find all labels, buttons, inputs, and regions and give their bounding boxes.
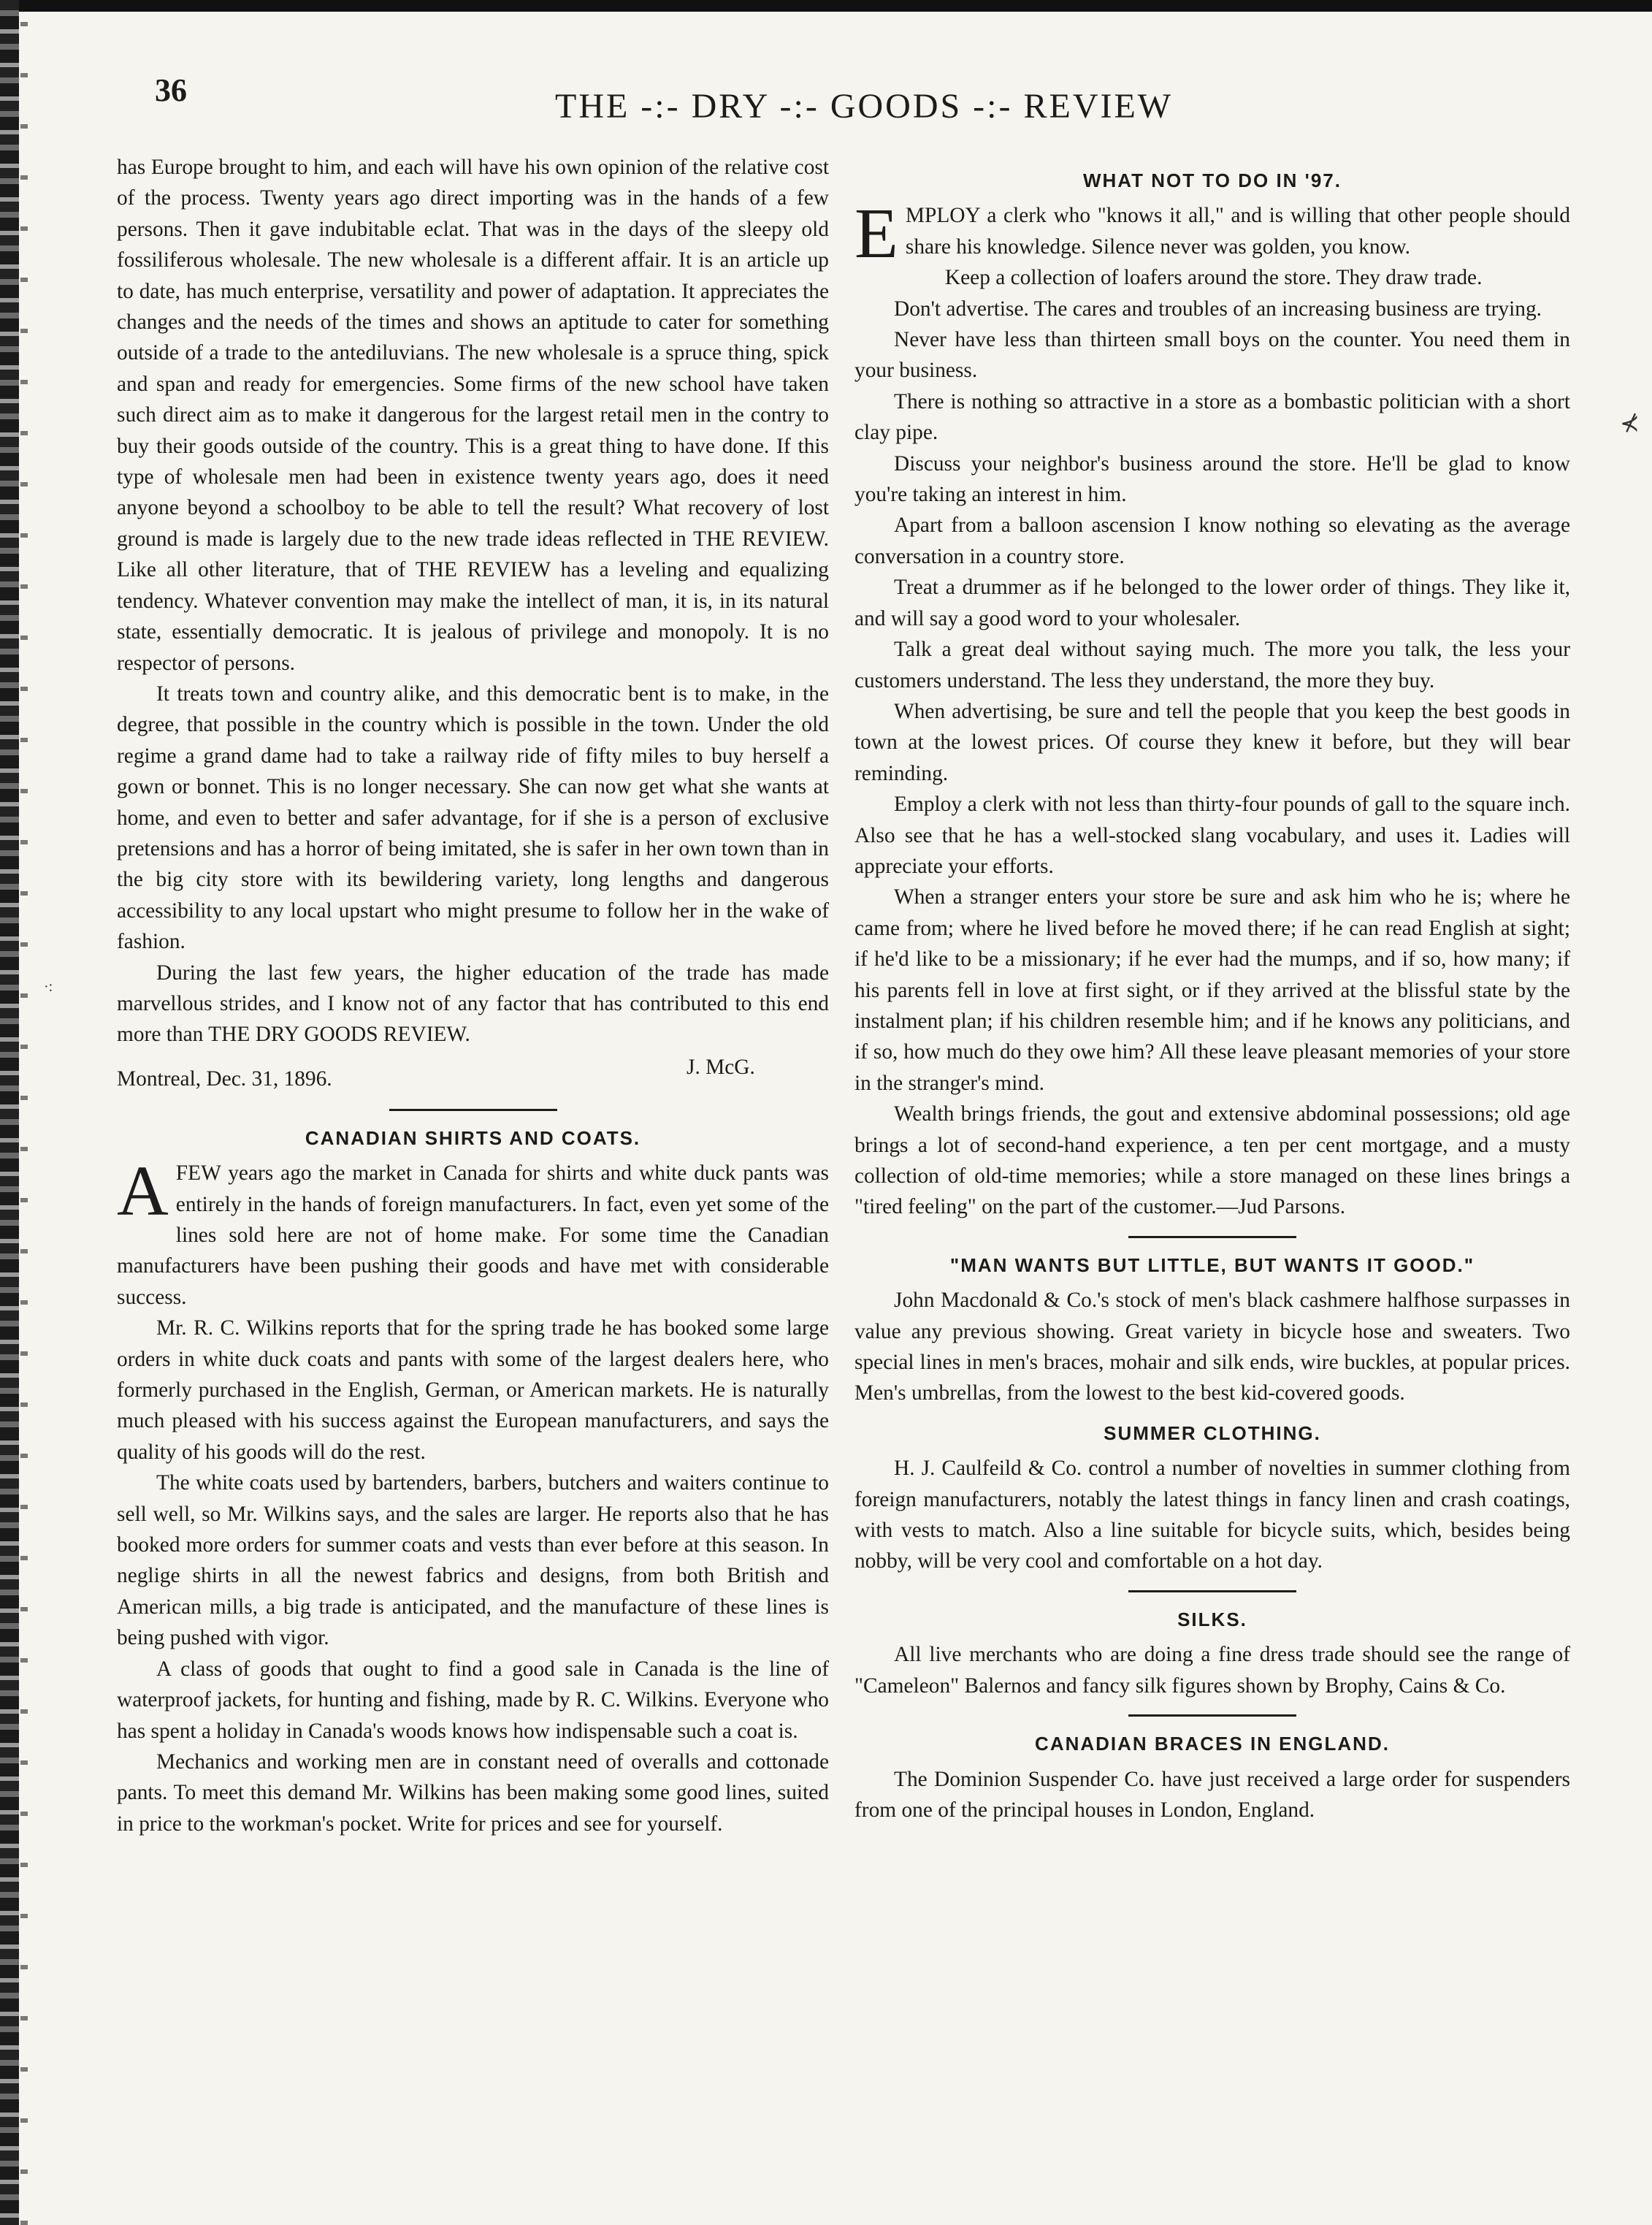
right-column: [854, 165, 1570, 1825]
what-not-paragraph: Talk a great deal without saying much. The more you talk, the less your customers understand. The less they understand, the more they buy.: [854, 638, 1570, 692]
what-not-paragraph: Don't advertise. The cares and troubles of an increasing business are trying.: [894, 297, 1542, 321]
what-not-paragraph: Employ a clerk with not less than thirty-four pounds of gall to the square inch. Also see that he has a well-stocked slang vocabulary, and uses it. Ladies will appreciate your efforts.: [854, 793, 1570, 878]
page-number: 36: [155, 72, 187, 108]
signoff-place: Montreal, Dec. 31, 1896.: [117, 1066, 332, 1091]
what-not-paragraph: When advertising, be sure and tell the people that you keep the best goods in town at the lowest prices. Of course they knew it before, but they will bear reminding.: [854, 699, 1570, 785]
margin-speck: ·:: [44, 979, 53, 995]
section-rule: [389, 1109, 557, 1111]
what-not-paragraph: When a stranger enters your store be sure and ask him who he is; where he came from; where he lived before he moved there; if he can read English at sight; if he'd like to be a missionary; if he ever had the mumps, and if so, how many; if his parents fell in love at first sight, or if they arrived at the blissful state by the instalment plan; if his children resemble him; and if he knows any politicians, and if so, how much do they owe him? All these leave pleasant memories of your store in the stranger's mind.: [854, 885, 1570, 1095]
summer-clothing-paragraph: H. J. Caulfeild & Co. control a number of novelties in summer clothing from foreign manufacturers, notably the latest things in fancy linen and crash coatings, with vests to match. Also a line suitable for bicycle suits, which, besides being nobby, will be very cool and comfortable on a hot day.: [854, 1457, 1570, 1573]
shirts-lead-paragraph: AFEW years ago the market in Canada for shirts and white duck pants was entirely in the hands of foreign manufacturers. In fact, even yet some of the lines sold here are not of home make. For some time the Canadian manufacturers have been pushing their goods and have met with considerable success.: [117, 1152, 829, 1309]
what-not-paragraph: Keep a collection of loafers around the store. They draw trade.: [944, 266, 1483, 290]
signoff: [117, 1055, 829, 1096]
braces-paragraph: The Dominion Suspender Co. have just received a large order for suspenders from one of the principal houses in London, England.: [854, 1767, 1570, 1822]
section-rule: [1128, 1236, 1296, 1238]
silks-heading: SILKS.: [1177, 1608, 1247, 1630]
man-wants-heading: "MAN WANTS BUT LITTLE, BUT WANTS IT GOOD.": [949, 1253, 1475, 1276]
what-not-paragraph: Never have less than thirteen small boys on the counter. You need them in your business.: [854, 328, 1570, 383]
left-column: [117, 152, 829, 1839]
what-not-paragraph: Discuss your neighbor's business around the store. He'll be glad to know you're taking an interest in him.: [854, 451, 1570, 507]
running-head: THE -:- DRY -:- GOODS -:- REVIEW: [555, 87, 1174, 126]
what-not-paragraph: Wealth brings friends, the gout and extensive abdominal possessions; old age brings a lot of second-hand experience, a ten per cent mortgage, and a musty collection of old-time memories; while a store managed on these lines brings a "tired feeling" on the part of the customer.—Jud Parsons.: [854, 1102, 1570, 1219]
drop-cap: E: [854, 194, 898, 274]
shirts-paragraph: A class of goods that ought to find a good sale in Canada is the line of waterproof jackets, for hunting and fishing, made by R. C. Wilkins. Everyone who has spent a holiday in Canada's woods knows how indispensable such a coat is.: [117, 1657, 829, 1743]
drop-cap: A: [117, 1152, 169, 1232]
what-not-paragraph: There is nothing so attractive in a store as a bombastic politician with a short clay pipe.: [854, 389, 1570, 445]
margin-pencil-mark: ⊀: [1620, 410, 1640, 436]
man-wants-paragraph: John Macdonald & Co.'s stock of men's black cashmere halfhose surpasses in value any previous showing. Great variety in bicycle hose and sweaters. Two special lines in men's braces, mohair and silk ends, wire buckles, at popular prices. Men's umbrellas, from the lowest to the best kid-covered goods.: [854, 1289, 1570, 1405]
what-not-paragraph: Apart from a balloon ascension I know nothing so elevating as the average conversation in a country store.: [854, 514, 1570, 568]
scan-binding-shadow: [20, 0, 28, 2225]
article-paragraph: It treats town and country alike, and this democratic bent is to make, in the degree, that possible in the country which is possible in the town. Under the old regime a grand dame had to take a railway ride of fifty miles to buy herself a gown or bonnet. This is no longer necessary. She can now get what she wants at home, and even to better and safer advantage, for if she is a person of exclusive pretensions and has a horror of being imitated, she is safer in her own town than in the big city store with its bewildering variety, long lengths and dangerous accessibility to any local upstart who might presume to follow her in the wake of fashion.: [117, 682, 829, 954]
what-not-lead-paragraph: EMPLOY a clerk who "knows it all," and is willing that other people should share his knowledge. Silence never was golden, you know.: [854, 194, 1570, 274]
what-not-paragraph: Treat a drummer as if he belonged to the lower order of things. They like it, and will say a good word to your wholesaler.: [854, 576, 1570, 630]
scan-binding-edge: [0, 0, 19, 2225]
silks-paragraph: All live merchants who are doing a fine dress trade should see the range of "Cameleon" Balernos and fancy silk figures shown by Brophy, Cains & Co.: [854, 1643, 1570, 1698]
signoff-author: J. McG.: [687, 1055, 755, 1079]
article-paragraph: During the last few years, the higher education of the trade has made marvellous strides, and I know not of any factor that has contributed to this end more than THE DRY GOODS REVIEW.: [117, 961, 829, 1047]
section-rule: [1128, 1714, 1296, 1717]
braces-heading: CANADIAN BRACES IN ENGLAND.: [1035, 1733, 1390, 1755]
section-rule: [1128, 1590, 1296, 1592]
scan-top-edge: [0, 0, 1652, 12]
what-not-heading: WHAT NOT TO DO IN '97.: [1082, 169, 1342, 191]
summer-clothing-heading: SUMMER CLOTHING.: [1104, 1421, 1321, 1444]
article-paragraph: has Europe brought to him, and each will have his own opinion of the relative cost of the process. Twenty years ago direct importing was in the hands of a few persons. Then it gave indubitable eclat. That was in the days of the sleepy old fossiliferous wholesale. The new wholesale is a different affair. It is an article up to date, has much enterprise, versatility and power of adaptation. It appreciates the changes and the needs of the times and shows an aptitude to cater for something outside of a trade to the antediluvians. The new wholesale is a spruce thing, spick and span and ready for emergencies. Some firms of the new school have taken such direct aim as to make it dangerous for the largest retail men in the contry to buy their goods outside of the country. This is a great thing to have done. If this type of wholesale men had been in existence twenty years ago, does it need anyone beyond a schoolboy to be able to tell the result? What recovery of lost ground is made is largely due to the new trade ideas reflected in THE REVIEW. Like all other literature, that of THE REVIEW has a leveling and equalizing tendency. Whatever convention may make the intellect of man, it is, in its natural state, essentially democratic. It is jealous of privilege and monopoly. It is no respector of persons.: [117, 156, 829, 675]
shirts-paragraph: Mr. R. C. Wilkins reports that for the spring trade he has booked some large orders in white duck coats and pants with some of the largest dealers here, who formerly purchased in the English, German, or American markets. He is naturally much pleased with his success against the European manufacturers, and says the quality of his goods will do the rest.: [117, 1316, 829, 1464]
shirts-paragraph: The white coats used by bartenders, barbers, butchers and waiters continue to sell well, so Mr. Wilkins says, and the sales are larger. He reports also that he has booked more orders for summer coats and vests than ever before at this season. In neglige shirts in all the newest fabrics and designs, from both British and American mills, a big trade is anticipated, and the manufacture of these lines is being pushed with vigor.: [117, 1471, 829, 1650]
shirts-paragraph: Mechanics and working men are in constant need of overalls and cottonade pants. To meet this demand Mr. Wilkins has been making some good lines, suited in price to the workman's pocket. Write for prices and see for yourself.: [117, 1749, 829, 1836]
shirts-heading: CANADIAN SHIRTS AND COATS.: [305, 1126, 641, 1149]
